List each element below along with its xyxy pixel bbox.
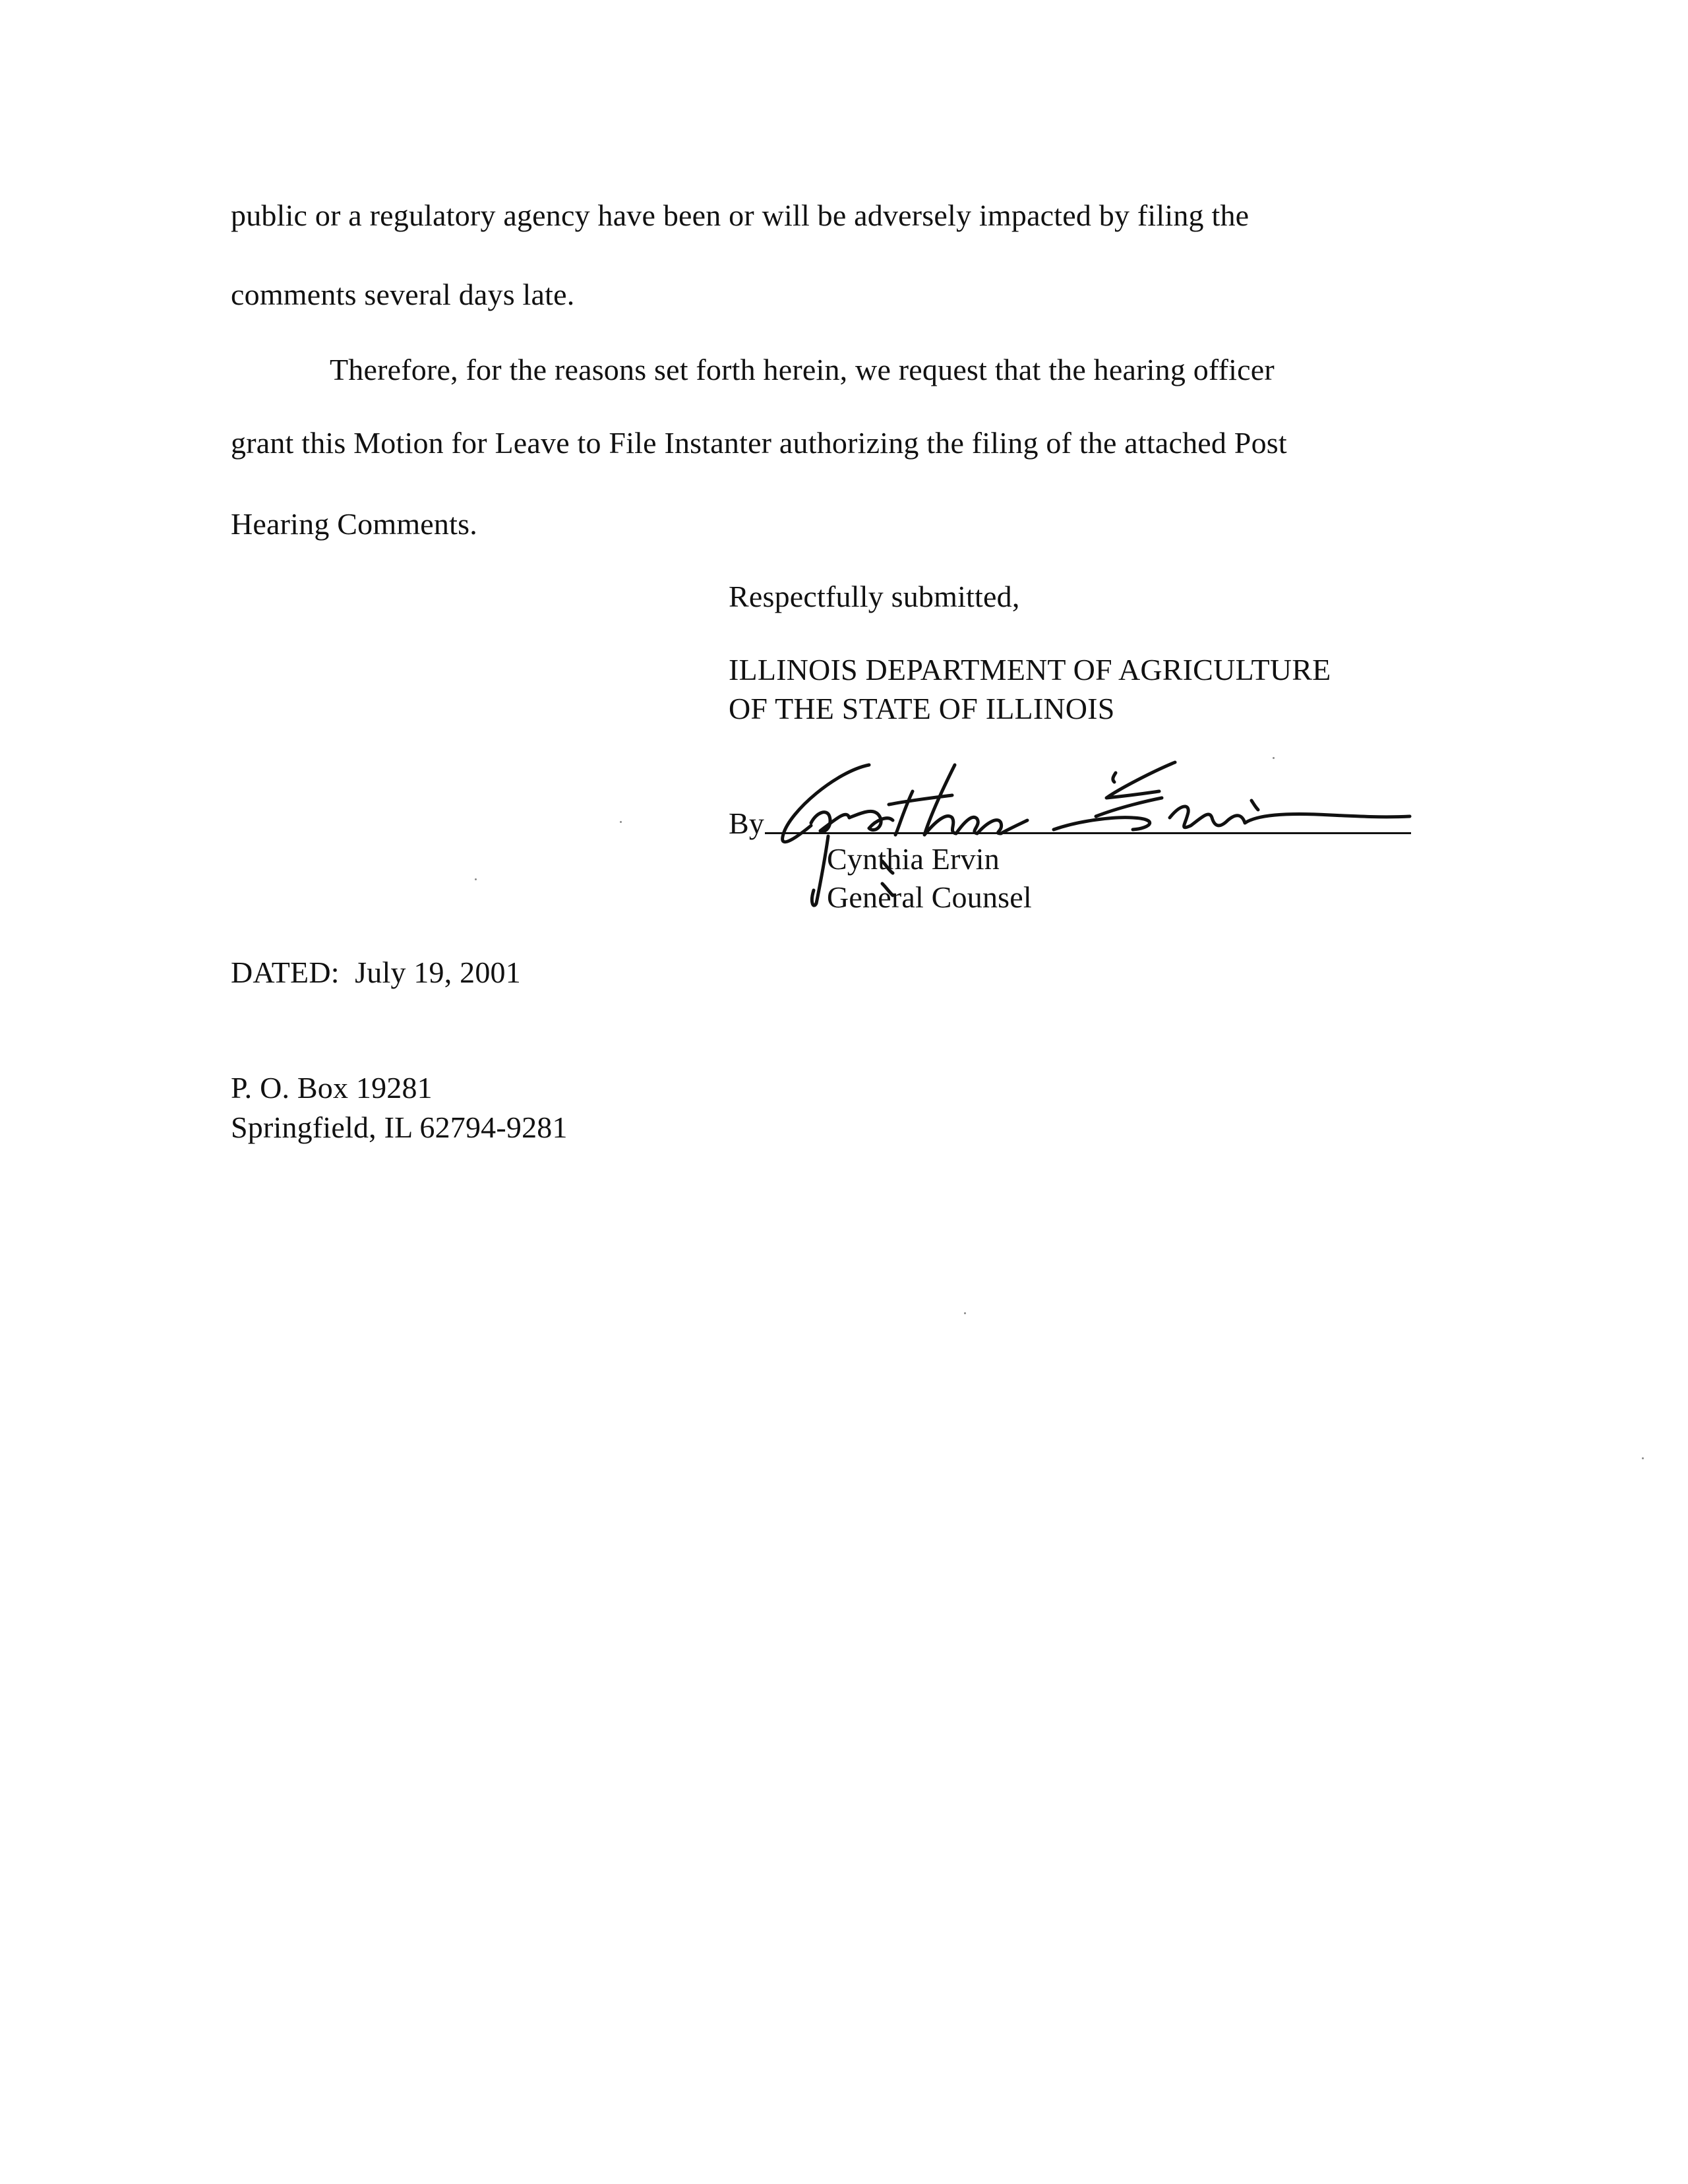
signer-title: General Counsel — [827, 880, 1032, 914]
organization-line-2: OF THE STATE OF ILLINOIS — [729, 692, 1115, 725]
body-line-1: public or a regulatory agency have been or will be adversely impacted by filing the — [231, 198, 1250, 232]
signer-name: Cynthia Ervin — [827, 842, 1000, 876]
scan-speck — [1273, 757, 1275, 759]
body-line-2: comments several days late. — [231, 278, 575, 311]
by-label: By — [729, 806, 765, 840]
request-line-1: Therefore, for the reasons set forth herein, we request that the hearing officer — [330, 353, 1275, 386]
request-line-3: Hearing Comments. — [231, 507, 477, 541]
organization-line-1: ILLINOIS DEPARTMENT OF AGRICULTURE — [729, 653, 1331, 686]
scan-speck — [475, 878, 477, 880]
request-line-2: grant this Motion for Leave to File Instanter authorizing the filing of the attached Post — [231, 426, 1287, 460]
dated-label: DATED: — [231, 956, 340, 989]
address-line-1: P. O. Box 19281 — [231, 1071, 433, 1105]
closing-salutation: Respectfully submitted, — [729, 580, 1020, 613]
scan-speck — [620, 821, 622, 823]
date-line — [231, 955, 521, 990]
address-line-2: Springfield, IL 62794-9281 — [231, 1110, 568, 1144]
scan-speck — [1642, 1457, 1644, 1459]
scan-speck — [964, 1312, 966, 1314]
dated-value: July 19, 2001 — [355, 956, 521, 989]
